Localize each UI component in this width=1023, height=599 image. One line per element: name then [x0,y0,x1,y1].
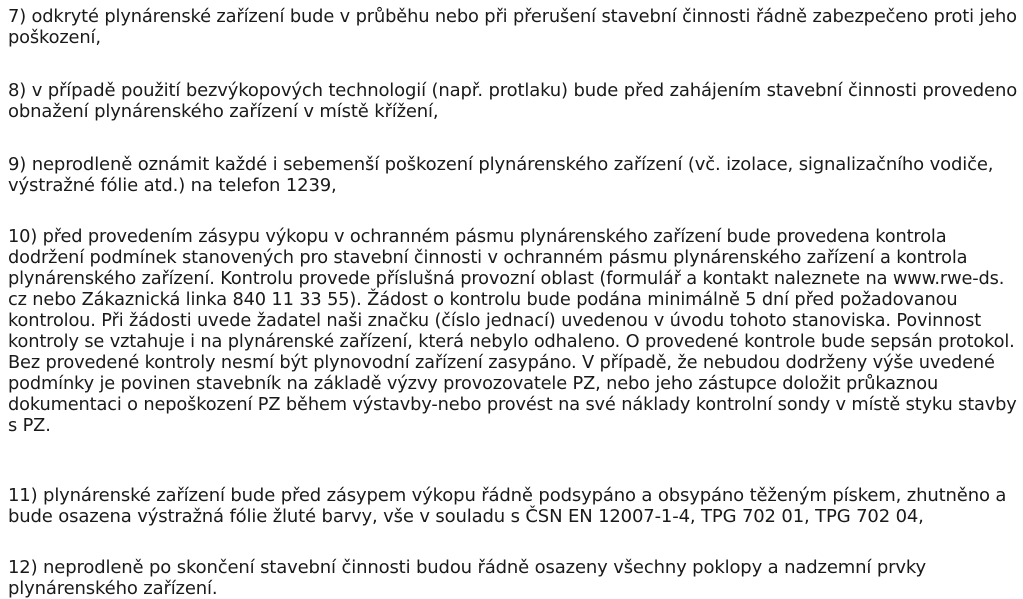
text-line: kontroly se vztahuje i na plynárenské zařízení, která nebylo odhaleno. O provedené kontrole bude sepsán protokol. [8,331,1015,352]
paragraph-12 [8,557,926,599]
text-line: Bez provedené kontroly nesmí být plynovodní zařízení zasypáno. V případě, že nebudou dodrženy výše uvedené [8,352,995,373]
text-line: 9) neprodleně oznámit každé i sebemenší poškození plynárenského zařízení (vč. izolace, signalizačního vodiče, [8,154,994,175]
text-line: podmínky je povinen stavebník na základě výzvy provozovatele PZ, nebo jeho zástupce doložit průkaznou [8,373,939,394]
paragraph-9 [8,154,993,196]
text-line: 7) odkryté plynárenské zařízení bude v průběhu nebo při přerušení stavební činnosti řádně zabezpečeno proti jeho [8,6,1017,27]
text-line: plynárenského zařízení. [8,578,218,599]
text-line: plynárenského zařízení. Kontrolu provede příslušná provozní oblast (formulář a kontakt naleznete na www.rwe-ds. [8,268,1005,289]
text-line: poškození, [8,27,101,48]
text-line: dokumentaci o nepoškození PZ během výstavby-nebo provést na své náklady kontrolní sondy v místě styku stavby [8,394,1017,415]
text-line: 8) v případě použití bezvýkopových technologií (např. protlaku) bude před zahájením stavební činnosti provedeno [8,80,1018,101]
text-line: obnažení plynárenského zařízení v místě křížení, [8,101,439,122]
paragraph-8 [8,80,1023,122]
text-line: bude osazena výstražná fólie žluté barvy, vše v souladu s ČSN EN 12007-1-4, TPG 702 01, TPG 702 04, [8,506,924,527]
text-line: 10) před provedením zásypu výkopu v ochranném pásmu plynárenského zařízení bude provedena kontrola [8,226,947,247]
text-line: kontrolou. Při žádosti uvede žadatel naši značku (číslo jednací) uvedenou v úvodu tohoto stanoviska. Povinnost [8,310,982,331]
paragraph-7 [8,6,1023,48]
text-line: výstražné fólie atd.) na telefon 1239, [8,175,337,196]
text-line: 11) plynárenské zařízení bude před zásypem výkopu řádně podsypáno a obsypáno těženým pískem, zhutněno a [8,485,1007,506]
text-line: 12) neprodleně po skončení stavební činnosti budou řádně osazeny všechny poklopy a nadzemní prvky [8,557,926,578]
paragraph-11 [8,485,1006,527]
text-line: s PZ. [8,415,51,436]
text-line: dodržení podmínek stanovených pro stavební činnosti v ochranném pásmu plynárenského zařízení a kontrola [8,247,968,268]
text-line: cz nebo Zákaznická linka 840 11 33 55). Žádost o kontrolu bude podána minimálně 5 dní před požadovanou [8,289,958,310]
paragraph-10 [8,226,1023,436]
